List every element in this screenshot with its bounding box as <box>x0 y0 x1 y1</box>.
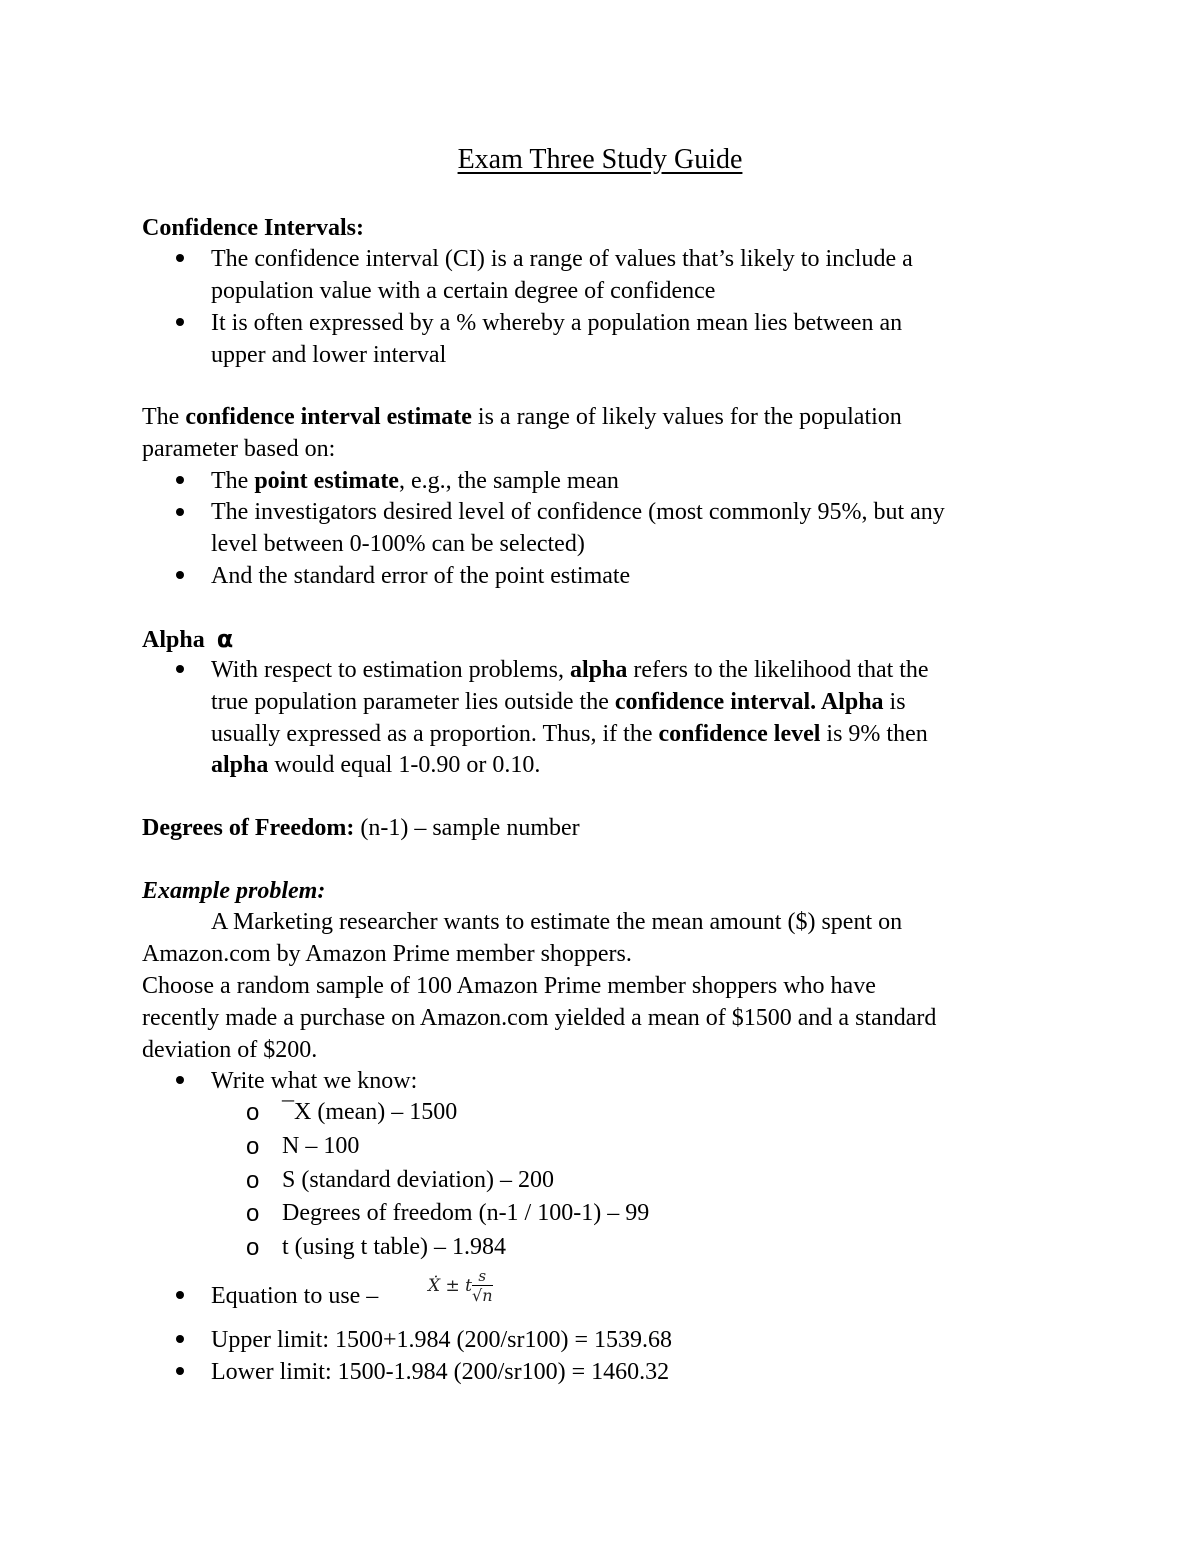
dof-label: Degrees of Freedom: <box>142 815 355 841</box>
sub-bullet-marker: o <box>246 1099 260 1126</box>
ci-formula <box>428 1268 493 1305</box>
cie-bullet-2-line-1: The investigators desired level of confidence (most commonly 95%, but any <box>211 499 945 525</box>
cie-term: confidence interval estimate <box>185 404 472 430</box>
dof-line <box>142 816 580 840</box>
formula-lhs: Ẋ ± t <box>428 1275 472 1296</box>
equation-label: Equation to use – <box>211 1283 379 1309</box>
ci-bullet-1-line-2: population value with a certain degree of confidence <box>211 278 716 304</box>
sub-bullet-marker: o <box>246 1133 260 1160</box>
ci-bullet-2-line-1: It is often expressed by a % whereby a population mean lies between an <box>211 310 903 336</box>
alpha-text: is <box>883 689 906 715</box>
known-dof: Degrees of freedom (n-1 / 100-1) – 99 <box>282 1200 650 1226</box>
known-n: N – 100 <box>282 1133 360 1159</box>
sub-bullet-marker: o <box>246 1234 260 1261</box>
cie-bullet-text: , e.g., the sample mean <box>398 468 619 494</box>
cie-bullet-3: And the standard error of the point estimate <box>211 563 631 589</box>
bullet-marker <box>176 508 184 516</box>
cie-text: The <box>142 404 186 430</box>
alpha-text: would equal 1-0.90 or 0.10. <box>268 752 541 778</box>
known-mean: ¯X (mean) – 1500 <box>282 1099 458 1125</box>
bullet-marker <box>176 1291 184 1299</box>
cie-bullet-1 <box>211 469 619 493</box>
alpha-line-3 <box>211 722 928 746</box>
bullet-marker <box>176 318 184 326</box>
sub-bullet-marker: o <box>246 1200 260 1227</box>
ci-heading: Confidence Intervals: <box>142 215 364 241</box>
alpha-line-1 <box>211 658 929 682</box>
example-line-5: deviation of $200. <box>142 1037 318 1063</box>
alpha-heading <box>142 627 233 652</box>
bullet-marker <box>176 1335 184 1343</box>
alpha-term: alpha <box>569 657 628 683</box>
bullet-marker <box>176 665 184 673</box>
alpha-line-4 <box>211 753 540 777</box>
alpha-text: is 9% then <box>820 721 928 747</box>
cie-paragraph-line-1 <box>142 405 902 429</box>
point-estimate-term: point estimate <box>254 468 399 494</box>
know-line: Write what we know: <box>211 1068 418 1094</box>
alpha-line-2 <box>211 690 906 714</box>
alpha-heading-text: Alpha <box>142 627 205 653</box>
page-title: Exam Three Study Guide <box>457 144 743 175</box>
cie-text: is a range of likely values for the population <box>471 404 902 430</box>
alpha-term: confidence level <box>658 721 821 747</box>
example-heading: Example problem: <box>142 878 326 904</box>
known-t: t (using t table) – 1.984 <box>282 1234 506 1260</box>
ci-bullet-2-line-2: upper and lower interval <box>211 342 447 368</box>
formula-numerator: s <box>472 1268 493 1286</box>
bullet-marker <box>176 1076 184 1084</box>
known-sd: S (standard deviation) – 200 <box>282 1167 554 1193</box>
bullet-marker <box>176 254 184 262</box>
upper-limit: Upper limit: 1500+1.984 (200/sr100) = 1539.68 <box>211 1327 673 1353</box>
formula-fraction <box>472 1268 493 1305</box>
formula-denominator: √n <box>472 1285 493 1305</box>
alpha-text: true population parameter lies outside the <box>211 689 615 715</box>
ci-bullet-1-line-1: The confidence interval (CI) is a range of values that’s likely to include a <box>211 246 913 272</box>
alpha-text: refers to the likelihood that the <box>627 657 929 683</box>
sub-bullet-marker: o <box>246 1167 260 1194</box>
example-line-2: Amazon.com by Amazon Prime member shoppers. <box>142 941 632 967</box>
lower-limit: Lower limit: 1500-1.984 (200/sr100) = 1460.32 <box>211 1359 670 1385</box>
bullet-marker <box>176 476 184 484</box>
alpha-term: confidence interval. Alpha <box>614 689 884 715</box>
dof-text: (n-1) – sample number <box>354 815 580 841</box>
cie-bullet-text: The <box>211 468 255 494</box>
bullet-marker <box>176 1367 184 1375</box>
cie-paragraph-line-2: parameter based on: <box>142 436 336 462</box>
cie-bullet-2-line-2: level between 0-100% can be selected) <box>211 531 585 557</box>
example-line-1: A Marketing researcher wants to estimate the mean amount ($) spent on <box>211 909 903 935</box>
alpha-term: alpha <box>211 752 269 778</box>
example-line-3: Choose a random sample of 100 Amazon Prime member shoppers who have <box>142 973 876 999</box>
alpha-symbol: α <box>216 625 234 653</box>
example-line-4: recently made a purchase on Amazon.com yielded a mean of $1500 and a standard <box>142 1005 937 1031</box>
bullet-marker <box>176 571 184 579</box>
alpha-text: With respect to estimation problems, <box>211 657 570 683</box>
alpha-text: usually expressed as a proportion. Thus, if the <box>211 721 659 747</box>
